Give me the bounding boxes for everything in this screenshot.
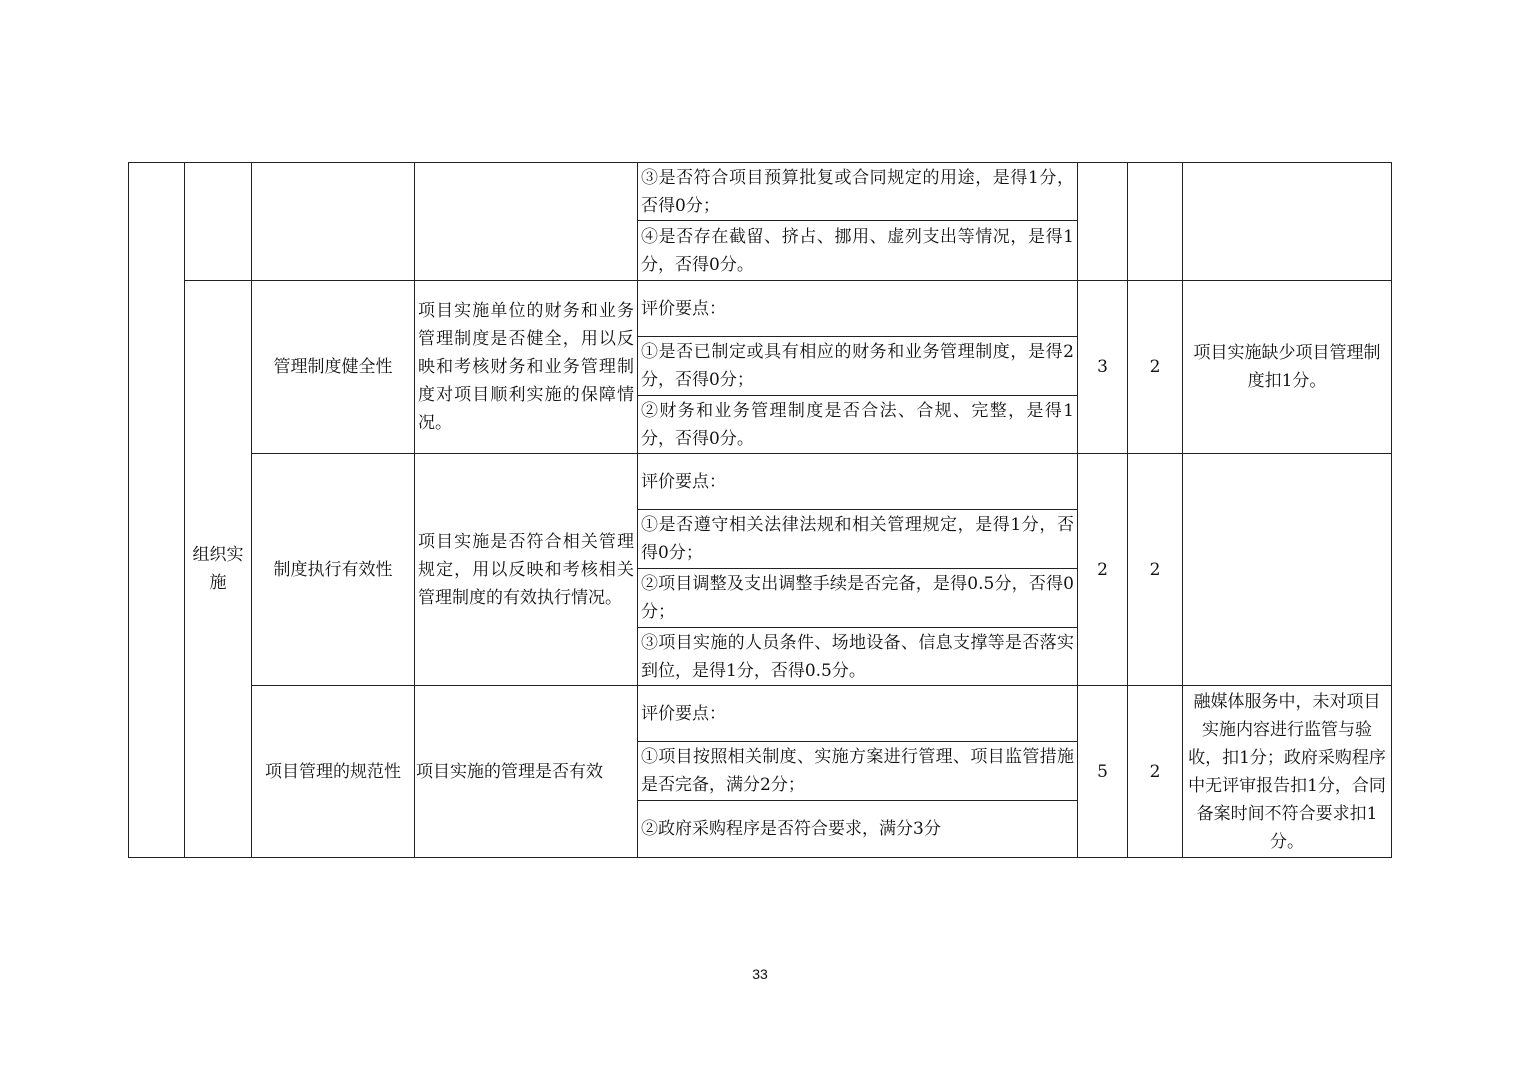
first-level-cell [129, 163, 185, 858]
remark-cell: 融媒体服务中，未对项目实施内容进行监管与验收，扣1分；政府采购程序中无评审报告扣1分，合同备案时间不符合要求扣1分。 [1183, 686, 1392, 858]
score-cell: 2 [1128, 281, 1183, 454]
score-cell-prev [1128, 163, 1183, 281]
criterion-header: 评价要点： [638, 454, 1078, 510]
criterion-cell: ②政府采购程序是否符合要求，满分3分 [638, 801, 1078, 858]
description-cell-prev [415, 163, 638, 281]
criterion-cell: ②财务和业务管理制度是否合法、合规、完整，是得1分，否得0分。 [638, 396, 1078, 454]
indicator-cell: 项目管理的规范性 [252, 686, 415, 858]
evaluation-table [128, 162, 1392, 858]
remark-cell [1183, 454, 1392, 686]
indicator-cell-prev [252, 163, 415, 281]
description-cell: 项目实施单位的财务和业务管理制度是否健全，用以反映和考核财务和业务管理制度对项目顺利实施的保障情况。 [415, 281, 638, 454]
criterion-cell: ②项目调整及支出调整手续是否完备，是得0.5分，否得0分； [638, 569, 1078, 628]
full-score-cell: 3 [1078, 281, 1128, 454]
description-cell: 项目实施的管理是否有效 [415, 686, 638, 858]
full-score-cell-prev [1078, 163, 1128, 281]
remark-cell: 项目实施缺少项目管理制度扣1分。 [1183, 281, 1392, 454]
full-score-cell: 2 [1078, 454, 1128, 686]
criterion-cell: ③项目实施的人员条件、场地设备、信息支撑等是否落实到位，是得1分，否得0.5分。 [638, 628, 1078, 686]
full-score-cell: 5 [1078, 686, 1128, 858]
criterion-cell: ①项目按照相关制度、实施方案进行管理、项目监管措施是否完备，满分2分； [638, 742, 1078, 801]
score-cell: 2 [1128, 686, 1183, 858]
criterion-header: 评价要点： [638, 686, 1078, 742]
criterion-cell: ①是否遵守相关法律法规和相关管理规定，是得1分，否得0分； [638, 510, 1078, 569]
indicator-cell: 制度执行有效性 [252, 454, 415, 686]
criterion-cell: ①是否已制定或具有相应的财务和业务管理制度，是得2分，否得0分； [638, 337, 1078, 396]
score-cell: 2 [1128, 454, 1183, 686]
description-cell: 项目实施是否符合相关管理规定，用以反映和考核相关管理制度的有效执行情况。 [415, 454, 638, 686]
indicator-cell: 管理制度健全性 [252, 281, 415, 454]
remark-cell-prev [1183, 163, 1392, 281]
criterion-header: 评价要点： [638, 281, 1078, 337]
criterion-cell: ③是否符合项目预算批复或合同规定的用途，是得1分，否得0分； [638, 163, 1078, 221]
criterion-cell: ④是否存在截留、挤占、挪用、虚列支出等情况，是得1分，否得0分。 [638, 221, 1078, 281]
page-number: 33 [752, 966, 768, 982]
category-cell: 组织实施 [185, 281, 252, 858]
category-cell-prev [185, 163, 252, 281]
